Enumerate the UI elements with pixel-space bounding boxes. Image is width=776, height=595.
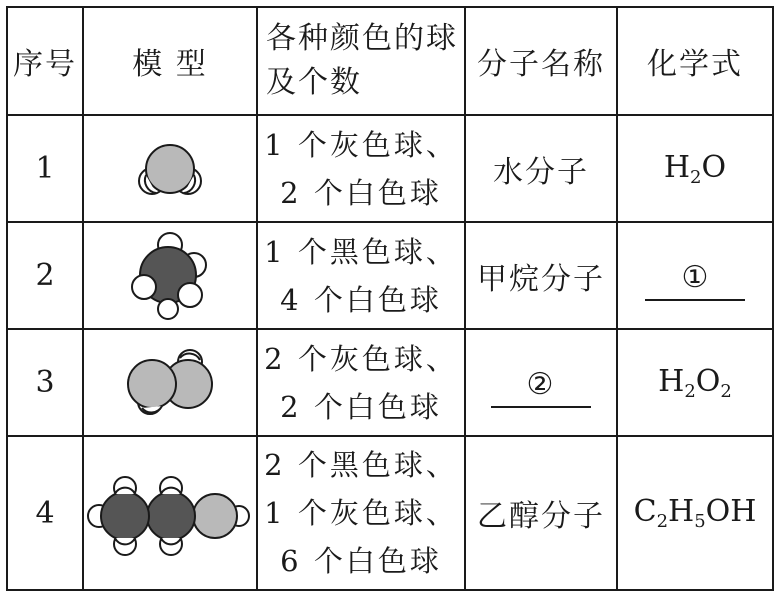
- model-cell: [83, 436, 257, 590]
- header-balls-text: 各种颜色的球及个数: [266, 21, 458, 100]
- model-cell: [83, 115, 257, 222]
- balls-line: 4 个白色球: [280, 282, 442, 317]
- table-row: [7, 115, 773, 222]
- balls-cell: [257, 115, 465, 222]
- table-row: [7, 222, 773, 329]
- formula-cell: [617, 329, 773, 436]
- model-cell: [83, 329, 257, 436]
- balls-cell: [257, 329, 465, 436]
- gray-ball: [193, 494, 237, 538]
- row-index: 4: [7, 436, 83, 590]
- molecule-name: 水分子: [465, 115, 617, 222]
- header-balls: [257, 7, 465, 115]
- peroxide-model: [90, 338, 250, 428]
- formula-cell: [617, 222, 773, 329]
- row-index: 3: [7, 329, 83, 436]
- formula-cell: [617, 115, 773, 222]
- gray-ball: [128, 360, 176, 408]
- balls-line: 2 个白色球: [280, 175, 442, 210]
- balls-line: 1 个灰色球、: [264, 496, 458, 530]
- name-cell: [465, 329, 617, 436]
- formula-text: $H_2O$: [663, 149, 727, 188]
- balls-cell: [257, 436, 465, 590]
- black-ball: [101, 492, 149, 540]
- answer-blank-1[interactable]: ①: [645, 260, 745, 301]
- molecule-name: 乙醇分子: [465, 436, 617, 590]
- gray-ball: [146, 145, 194, 193]
- row-index: 1: [7, 115, 83, 222]
- header-formula: 化学式: [617, 7, 773, 115]
- white-ball: [132, 275, 156, 299]
- balls-line: 2 个灰色球、: [264, 341, 458, 376]
- balls-line: 2 个白色球: [280, 389, 442, 424]
- water-model: [90, 129, 250, 209]
- molecule-name: 甲烷分子: [465, 222, 617, 329]
- row-index: 2: [7, 222, 83, 329]
- balls-cell: [257, 222, 465, 329]
- model-cell: [83, 222, 257, 329]
- balls-line: 1 个黑色球、: [264, 234, 458, 269]
- white-ball: [178, 283, 202, 307]
- header-index: 序号: [7, 7, 83, 115]
- balls-line: 2 个黑色球、: [264, 448, 458, 482]
- formula-text: $C_2H_5OH$: [633, 494, 757, 532]
- header-row: [7, 7, 773, 115]
- header-model: 模 型: [83, 7, 257, 115]
- black-ball: [147, 492, 195, 540]
- ethanol-model: [85, 458, 255, 568]
- balls-line: 6 个白色球: [280, 544, 442, 578]
- answer-blank-2[interactable]: ②: [491, 367, 591, 408]
- header-name: 分子名称: [465, 7, 617, 115]
- formula-cell: [617, 436, 773, 590]
- molecule-table: [6, 6, 774, 591]
- formula-text: $H_2O_2$: [658, 363, 732, 402]
- methane-model: [90, 231, 250, 321]
- white-ball: [158, 299, 178, 319]
- balls-line: 1 个灰色球、: [264, 127, 458, 162]
- table-row: [7, 436, 773, 590]
- table-row: [7, 329, 773, 436]
